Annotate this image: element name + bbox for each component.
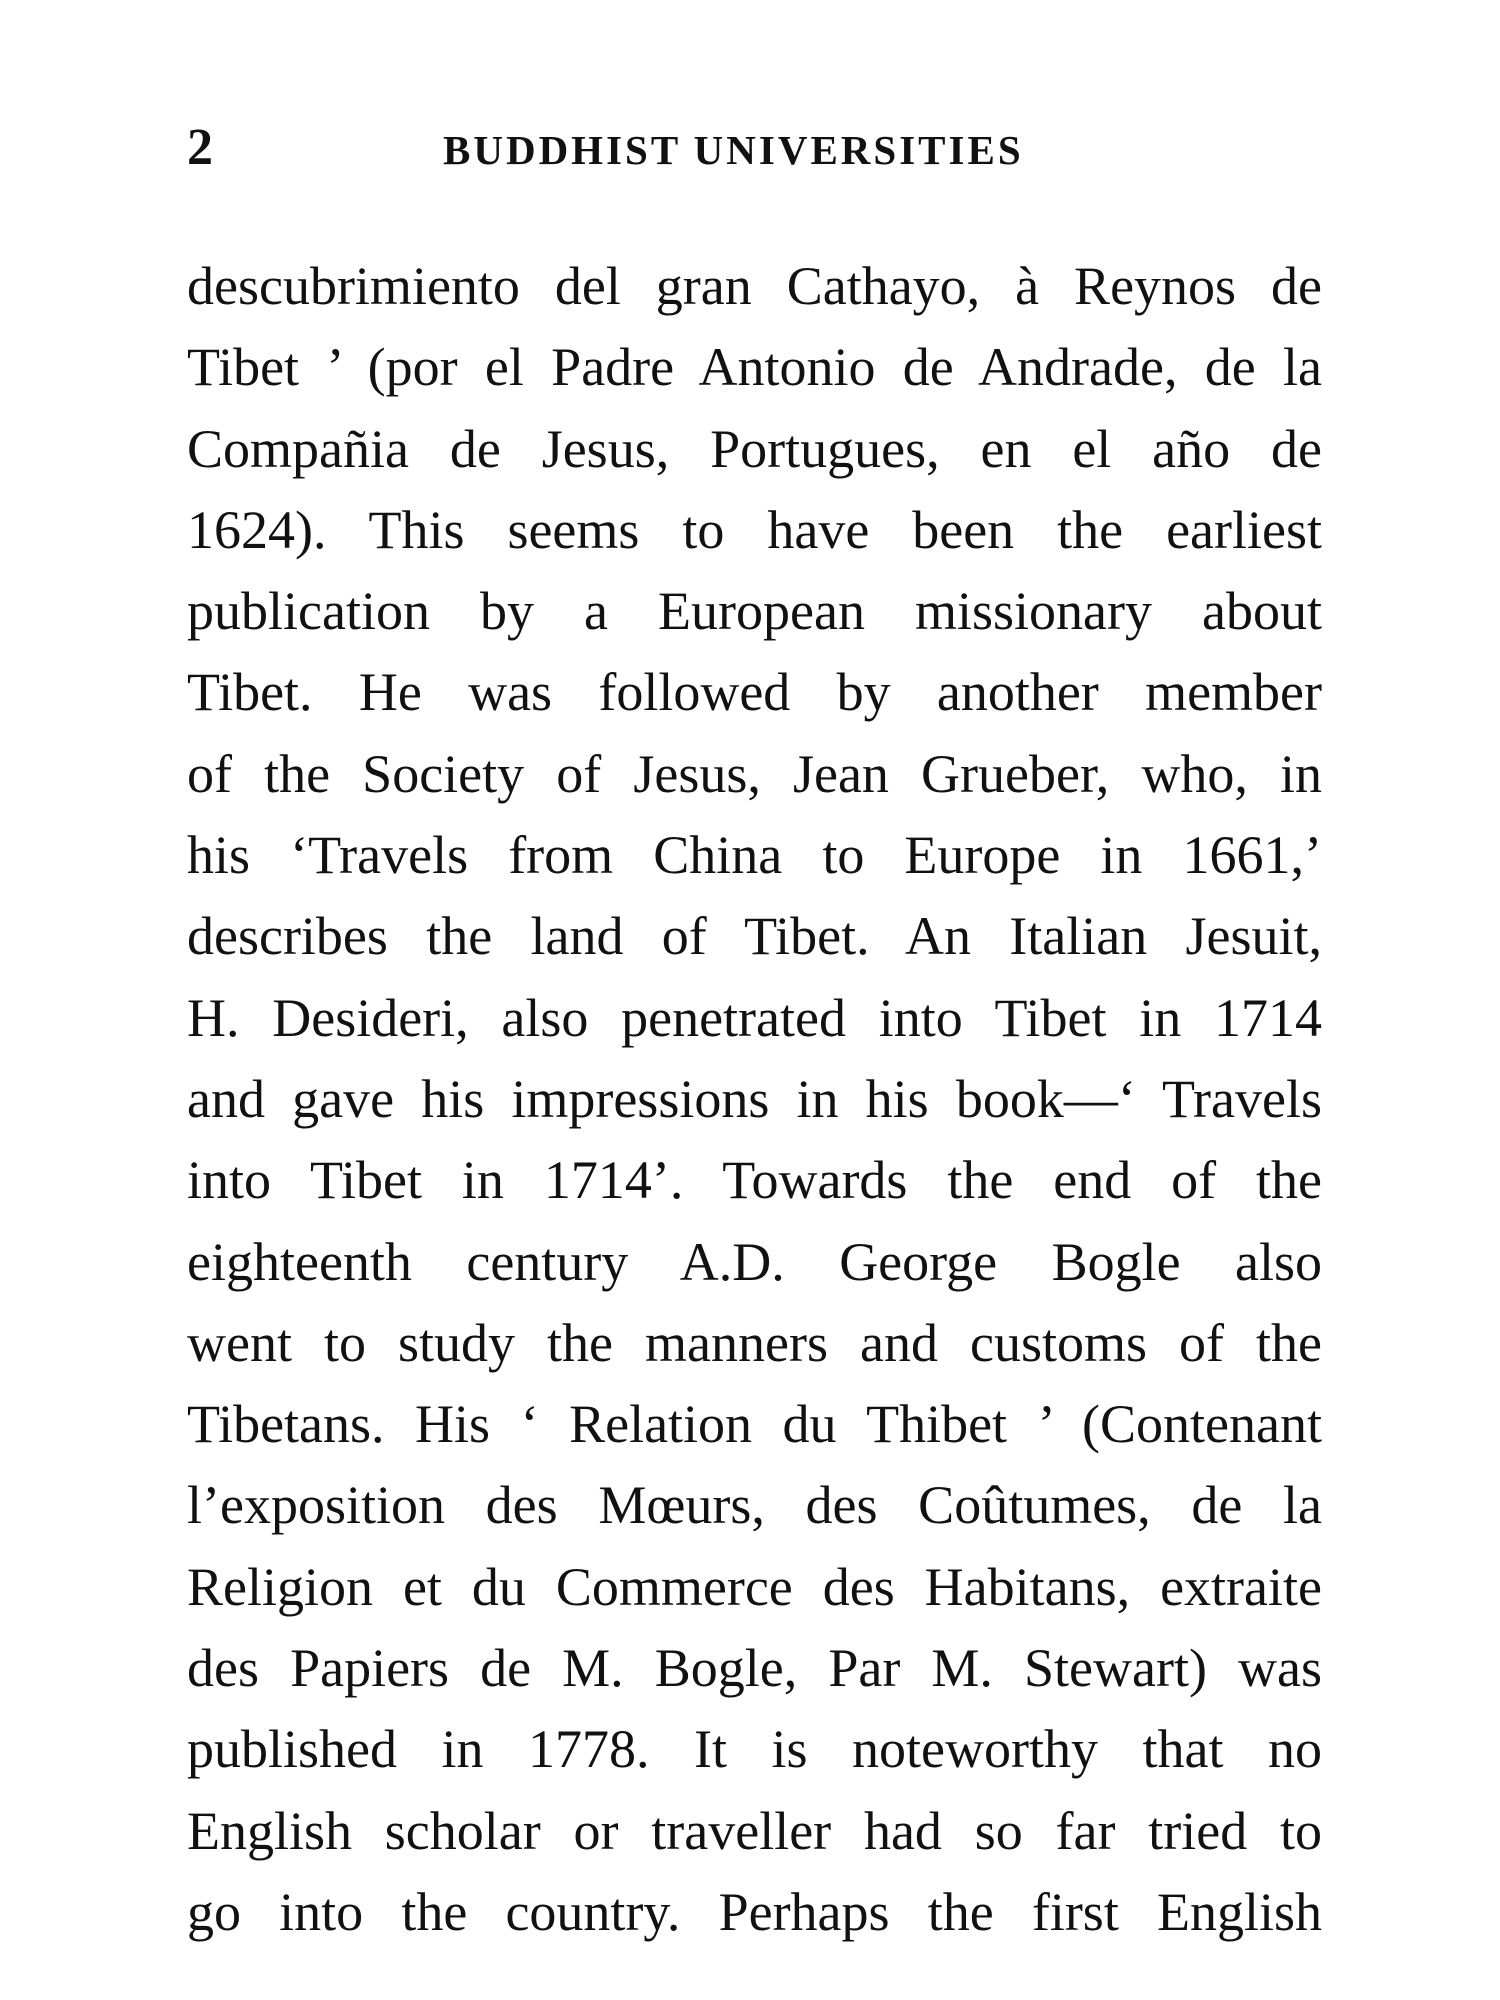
text-line: English scholar or traveller had so far tried to xyxy=(187,1800,1322,1861)
text-line: l’exposition des Mœurs, des Coûtumes, de la xyxy=(187,1475,1322,1536)
text-line: go into the country. Perhaps the first English xyxy=(187,1881,1322,1942)
text-line: Tibet ’ (por el Padre Antonio de Andrade, de la xyxy=(187,337,1322,398)
text-line: published in 1778. It is noteworthy that no xyxy=(187,1719,1322,1780)
running-title: BUDDHIST UNIVERSITIES xyxy=(443,127,1024,173)
text-line: went to study the manners and customs of the xyxy=(187,1312,1322,1373)
text-line: into Tibet in 1714’. Towards the end of the xyxy=(187,1150,1322,1211)
text-line: describes the land of Tibet. An Italian Jesuit, xyxy=(187,906,1322,967)
text-line: of the Society of Jesus, Jean Grueber, who, in xyxy=(187,743,1322,804)
body-paragraph xyxy=(187,246,1322,1953)
text-line: Tibet. He was followed by another member xyxy=(187,662,1322,723)
page-number: 2 xyxy=(187,119,213,176)
text-line: and gave his impressions in his book—‘ Travels xyxy=(187,1068,1322,1129)
text-line: des Papiers de M. Bogle, Par M. Stewart) was xyxy=(187,1638,1322,1699)
text-line: descubrimiento del gran Cathayo, à Reynos de xyxy=(187,256,1322,316)
running-head xyxy=(187,118,1322,178)
text-line: Compañia de Jesus, Portugues, en el año de xyxy=(187,418,1322,479)
text-line: publication by a European missionary about xyxy=(187,581,1322,642)
text-line: Religion et du Commerce des Habitans, extraite xyxy=(187,1556,1322,1617)
text-line: H. Desideri, also penetrated into Tibet in 1714 xyxy=(187,987,1322,1048)
text-line: Tibetans. His ‘ Relation du Thibet ’ (Contenant xyxy=(187,1394,1322,1455)
text-line: his ‘Travels from China to Europe in 1661,’ xyxy=(187,825,1322,886)
text-line: 1624). This seems to have been the earliest xyxy=(187,499,1322,560)
text-line: eighteenth century A.D. George Bogle also xyxy=(187,1231,1322,1292)
